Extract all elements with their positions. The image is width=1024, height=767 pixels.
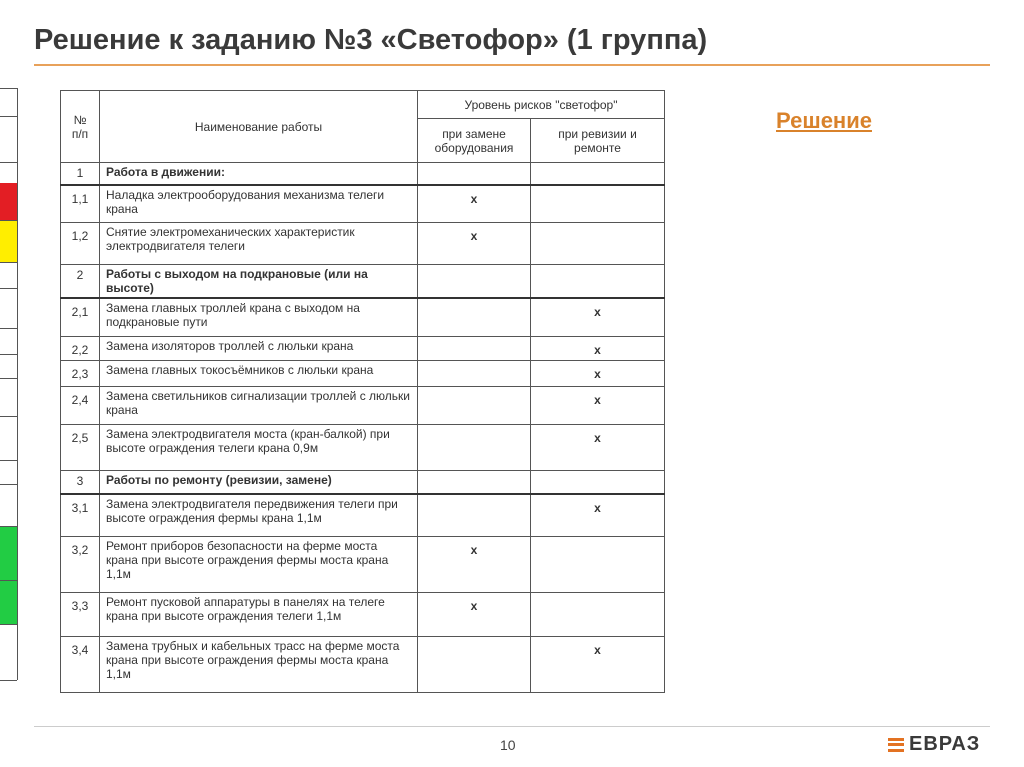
- cell-num: 3: [61, 470, 100, 494]
- strip-segment: [0, 355, 17, 379]
- cell-num: 2,2: [61, 336, 100, 360]
- cell-revision-mark: х: [531, 386, 665, 424]
- strip-segment-green: [0, 527, 17, 581]
- cell-num: 3,1: [61, 494, 100, 536]
- table-row: [61, 536, 665, 592]
- strip-segment: [0, 329, 17, 355]
- strip-segment: [0, 461, 17, 485]
- cell-name: Ремонт приборов безопасности на ферме моста крана при высоте ограждения фермы моста крана 1,1м: [100, 536, 418, 592]
- cell-name: Работы с выходом на подкрановые (или на высоте): [100, 265, 418, 299]
- page-number: 10: [500, 737, 516, 753]
- cell-name: Ремонт пусковой аппаратуры в панелях на телеге крана при высоте ограждения телеги 1,1м: [100, 592, 418, 636]
- risk-table: [60, 90, 665, 693]
- logo-stripes-icon: [888, 737, 904, 753]
- table-row: [61, 298, 665, 336]
- cell-num: 3,2: [61, 536, 100, 592]
- header-replace: при замене оборудования: [418, 119, 531, 163]
- strip-segment: [0, 289, 17, 329]
- cell-replace-mark: х: [418, 536, 531, 592]
- cell-name: Снятие электромеханических характеристик электродвигателя телеги: [100, 223, 418, 265]
- cell-revision-mark: [531, 223, 665, 265]
- strip-segment: [0, 379, 17, 417]
- cell-replace-mark: х: [418, 223, 531, 265]
- cell-name: Замена главных токосъёмников с люльки крана: [100, 360, 418, 386]
- table-row: [61, 223, 665, 265]
- cell-num: 2: [61, 265, 100, 299]
- strip-segment: [0, 263, 17, 289]
- table-row: [61, 494, 665, 536]
- cell-replace-mark: [418, 424, 531, 470]
- table-row: [61, 424, 665, 470]
- page-title: Решение к заданию №3 «Светофор» (1 группа): [34, 24, 708, 56]
- strip-segment: [0, 89, 17, 117]
- cell-name: Работа в движении:: [100, 163, 418, 185]
- cell-revision-mark: [531, 163, 665, 185]
- strip-segment-yellow: [0, 221, 17, 263]
- strip-segment: [0, 625, 17, 681]
- cell-revision-mark: х: [531, 636, 665, 692]
- cell-revision-mark: [531, 265, 665, 299]
- cell-replace-mark: [418, 470, 531, 494]
- cell-replace-mark: [418, 494, 531, 536]
- footer-divider: [34, 726, 990, 727]
- cell-replace-mark: х: [418, 592, 531, 636]
- cell-revision-mark: [531, 470, 665, 494]
- cell-num: 1,2: [61, 223, 100, 265]
- cell-revision-mark: х: [531, 424, 665, 470]
- cell-num: 1,1: [61, 185, 100, 223]
- table-section-row: [61, 470, 665, 494]
- cell-name: Работы по ремонту (ревизии, замене): [100, 470, 418, 494]
- cell-num: 2,5: [61, 424, 100, 470]
- cell-replace-mark: х: [418, 185, 531, 223]
- cell-name: Замена электродвигателя передвижения телеги при высоте ограждения фермы крана 1,1м: [100, 494, 418, 536]
- strip-segment: [0, 417, 17, 461]
- strip-segment: [0, 117, 17, 163]
- cell-num: 2,3: [61, 360, 100, 386]
- logo-text: ЕВРАЗ: [909, 733, 981, 755]
- cell-name: Замена изоляторов троллей с люльки крана: [100, 336, 418, 360]
- table-row: [61, 336, 665, 360]
- title-divider: [34, 64, 990, 66]
- cell-revision-mark: х: [531, 336, 665, 360]
- header-revision: при ревизии и ремонте: [531, 119, 665, 163]
- cell-name: Замена главных троллей крана с выходом на подкрановые пути: [100, 298, 418, 336]
- table-section-row: [61, 163, 665, 185]
- cell-revision-mark: [531, 185, 665, 223]
- table-body: [61, 163, 665, 693]
- cell-revision-mark: х: [531, 298, 665, 336]
- evraz-logo: [888, 733, 980, 756]
- table-row: [61, 386, 665, 424]
- cell-num: 2,4: [61, 386, 100, 424]
- strip-segment-green: [0, 581, 17, 625]
- cell-replace-mark: [418, 360, 531, 386]
- table-section-row: [61, 265, 665, 299]
- cell-num: 3,4: [61, 636, 100, 692]
- cell-replace-mark: [418, 163, 531, 185]
- table-row: [61, 592, 665, 636]
- header-risk-group: Уровень рисков "светофор": [418, 91, 665, 119]
- cell-replace-mark: [418, 336, 531, 360]
- cell-revision-mark: [531, 592, 665, 636]
- table-row: [61, 360, 665, 386]
- cell-name: Наладка электрооборудования механизма телеги крана: [100, 185, 418, 223]
- cell-replace-mark: [418, 636, 531, 692]
- strip-segment-red: [0, 183, 17, 221]
- solution-link[interactable]: Решение: [776, 108, 872, 133]
- cell-num: 3,3: [61, 592, 100, 636]
- header-name: Наименование работы: [100, 91, 418, 163]
- cell-revision-mark: [531, 536, 665, 592]
- cell-replace-mark: [418, 298, 531, 336]
- header-num: № п/п: [61, 91, 100, 163]
- cell-name: Замена электродвигателя моста (кран-балкой) при высоте ограждения телеги крана 0,9м: [100, 424, 418, 470]
- table-row: [61, 636, 665, 692]
- color-indicator-strip: [0, 88, 18, 680]
- cell-replace-mark: [418, 265, 531, 299]
- cell-revision-mark: х: [531, 494, 665, 536]
- cell-name: Замена светильников сигнализации троллей с люльки крана: [100, 386, 418, 424]
- cell-revision-mark: х: [531, 360, 665, 386]
- strip-segment: [0, 485, 17, 527]
- cell-num: 1: [61, 163, 100, 185]
- cell-name: Замена трубных и кабельных трасс на ферме моста крана при высоте ограждения фермы моста крана 1,1м: [100, 636, 418, 692]
- cell-replace-mark: [418, 386, 531, 424]
- table-row: [61, 185, 665, 223]
- cell-num: 2,1: [61, 298, 100, 336]
